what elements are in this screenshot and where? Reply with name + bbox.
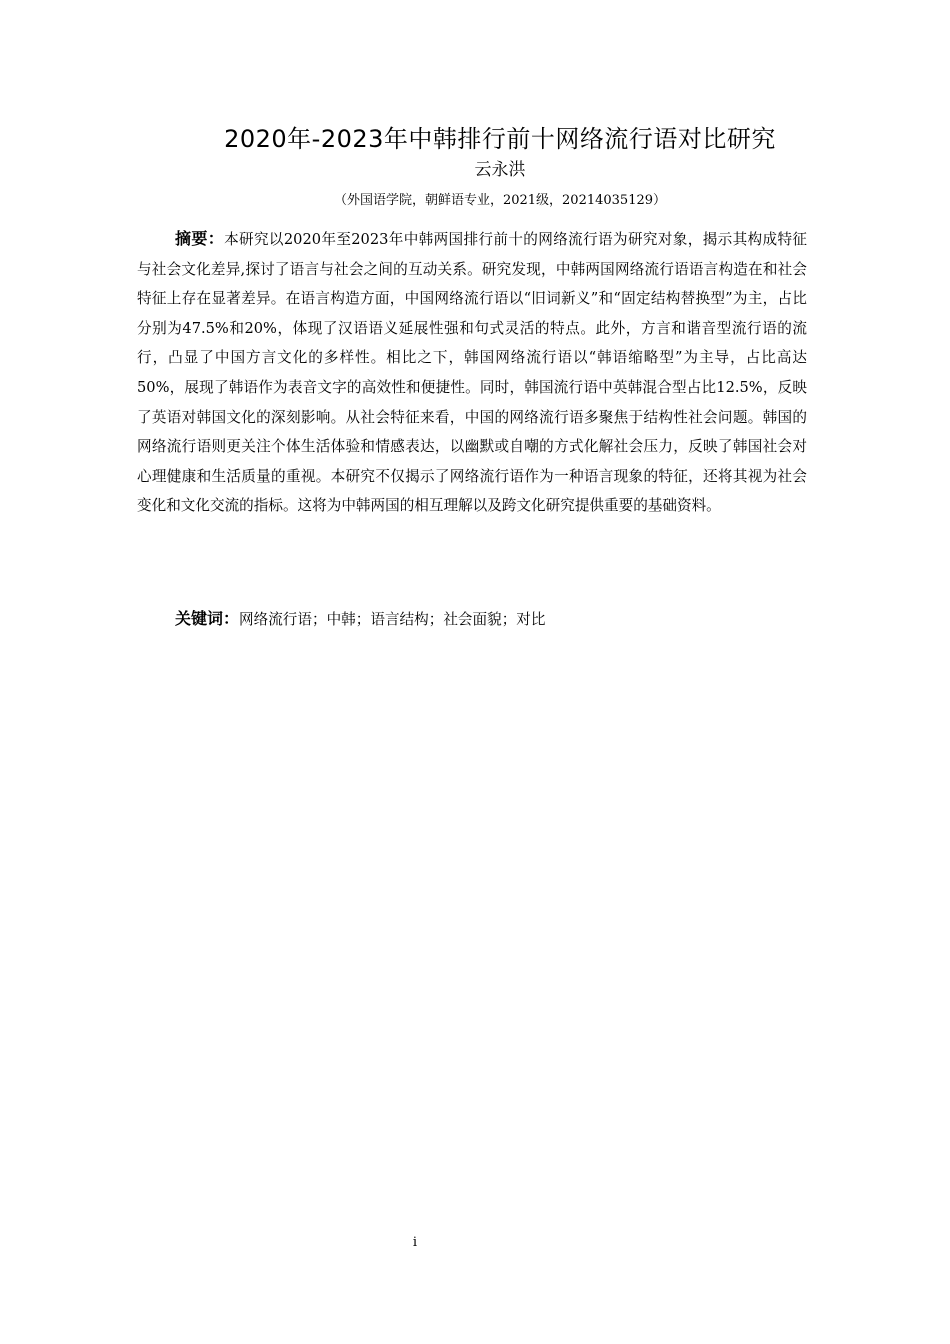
page-number: i [412, 1235, 418, 1250]
abstract-paragraph [137, 224, 807, 521]
paper-title: 2020年-2023年中韩排行前十网络流行语对比研究 [224, 125, 776, 153]
author-name: 云永洪 [474, 160, 526, 180]
keywords-label: 关键词： [175, 609, 240, 628]
keywords-text: 网络流行语；中韩；语言结构；社会面貌；对比 [239, 611, 546, 628]
abstract-text: 本研究以2020年至2023年中韩两国排行前十的网络流行语为研究对象，揭示其构成特征与社会文化差异,探讨了语言与社会之间的互动关系。研究发现，中韩两国网络流行语语言构造在和社会特征上存在显著差异。在语言构造方面，中国网络流行语以“旧词新义”和“固定结构替换型”为主，占比分别为47.5%和20%，体现了汉语语义延展性强和句式灵活的特点。此外，方言和谐音型流行语的流行，凸显了中国方言文化的多样性。相比之下，韩国网络流行语以“韩语缩略型”为主导，占比高达50%，展现了韩语作为表音文字的高效性和便捷性。同时，韩国流行语中英韩混合型占比12.5%，反映了英语对韩国文化的深刻影响。从社会特征来看，中国的网络流行语多聚焦于结构性社会问题。韩国的网络流行语则更关注个体生活体验和情感表达，以幽默或自嘲的方式化解社会压力，反映了韩国社会对心理健康和生活质量的重视。本研究不仅揭示了网络流行语作为一种语言现象的特征，还将其视为社会变化和文化交流的指标。这将为中韩两国的相互理解以及跨文化研究提供重要的基础资料。 [137, 231, 807, 515]
keywords-paragraph [137, 604, 807, 635]
abstract-label: 摘要： [175, 229, 225, 248]
author-affiliation: （外国语学院，朝鲜语专业，2021级，20214035129） [333, 193, 667, 208]
